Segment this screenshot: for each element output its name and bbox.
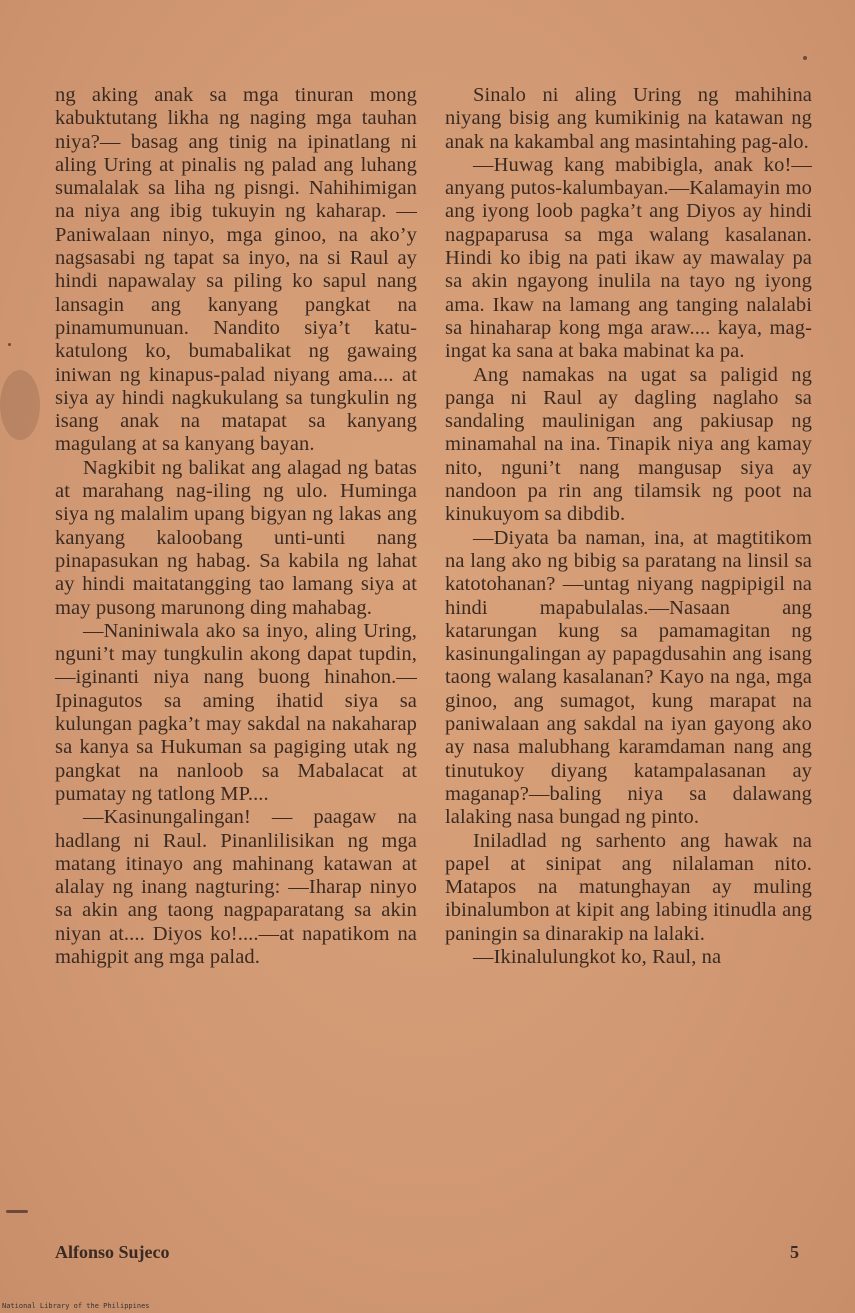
footer-author: Alfonso Sujeco bbox=[55, 1242, 170, 1262]
right-text-column bbox=[445, 84, 812, 969]
paragraph: —Ikinalulungkot ko, Raul, na bbox=[473, 945, 722, 968]
paper-speck bbox=[8, 343, 11, 346]
paragraph: —Huwag kang mabibigla, anak ko!—anyang putos-kalumbayan.—Kalamayin mo ang iyong loob pagka’t ang Diyos ay hindi nagpaparusa sa mga walang kasalanan. Hindi ko ibig na pati ikaw ay mawalay pa sa akin ngayong inulila na tayo ng iyong ama. Ikaw na lamang ang tanging nalalabi sa hinaharap kong mga araw.... kaya, mag-ingat ka sana at baka mabinat ka pa. bbox=[445, 153, 812, 363]
paragraph: Sinalo ni aling Uring ng mahihina niyang bisig ang kumikinig na katawan ng anak na kakambal ang masintahing pag-alo. bbox=[445, 84, 812, 153]
page-number: 5 bbox=[790, 1242, 799, 1262]
paragraph: Ang namakas na ugat sa paligid ng panga ni Raul ay dagling naglaho sa sandaling maulinigan ang pakiusap ng minamahal na ina. Tinapik niya ang kamay nito, nguni’t nang mangusap siya ay nandoon pa rin ang tilamsik ng poot na kinukuyom sa dibdib. bbox=[445, 363, 812, 526]
left-text-column bbox=[55, 84, 417, 969]
paragraph: —Kasinungalingan! — paagaw na hadlang ni Raul. Pinanlilisikan ng mga matang itinayo ang mahinang katawan at alalay ng inang nagturing: —Iharap ninyo sa akin ang taong nagpaparatang sa akin niyan at.... Diyos ko!....—at napatikom na mahigpit ang mga palad. bbox=[55, 806, 417, 968]
paragraph: Nagkibit ng balikat ang alagad ng batas at marahang nag-iling ng ulo. Huminga siya ng malalim upang bigyan ng lakas ang kanyang kaloobang unti-unti nang pinapasukan ng habag. Sa kabila ng lahat ay hindi maitatangging tao lamang siya at may pusong marunong ding mahabag. bbox=[55, 456, 417, 619]
paper-speck bbox=[803, 56, 807, 60]
library-watermark: National Library of the Philippines bbox=[2, 1302, 150, 1310]
paragraph: ng aking anak sa mga tinuran mong kabuktutang likha ng naging mga tauhan niya?— basag ang tinig na ipinatlang ni aling Uring at pinalis ng palad ang luhang sumalalak sa liha ng pisngi. Nahihimigan na niya ang ibig tukuyin ng kaharap. —Paniwalaan ninyo, mga ginoo, na ako’y nagsasabi ng tapat sa inyo, na si Raul ay hindi napawalay sa piling ko sapul nang lansagin ang kanyang pangkat na pinamumunuan. Nandito siya’t katu-katulong ko, bumabalikat ng gawaing iniwan ng kinapus-palad niyang ama.... at siya ay hindi nagkukulang sa tungkulin ng isang anak na matapat sa kanyang magulang at sa kanyang bayan. bbox=[55, 84, 417, 456]
paper-stain bbox=[0, 370, 40, 440]
paragraph: —Diyata ba naman, ina, at magtitikom na lang ako ng bibig sa paratang na linsil sa katotohanan? —untag niyang nagpipigil na hindi mapabulalas.—Nasaan ang katarungan kung sa pamamagitan ng kasinungalingan ay papagdusahin ang isang taong walang kasalanan? Kayo na nga, mga ginoo, ang sumagot, kung marapat na paniwalaan ang sakdal na iyan gayong ako ay nasa malubhang karamdaman nang ang tinutukoy diyang katampalasanan ay maganap?—baling niya sa dalawang lalaking nasa bungad ng pinto. bbox=[445, 526, 812, 829]
paper-speck bbox=[6, 1210, 28, 1213]
paragraph: —Naniniwala ako sa inyo, aling Uring, nguni’t may tungkulin akong dapat tupdin,—iginanti niya nang buong hinahon.—Ipinagutos sa aming ihatid siya sa kulungan pagka’t may sakdal na nakaharap sa kanya sa Hukuman sa pagiging utak ng pangkat na nanloob sa Mabalacat at pumatay ng tatlong MP.... bbox=[55, 619, 417, 805]
paragraph: Iniladlad ng sarhento ang hawak na papel at sinipat ang nilalaman nito. Matapos na matunghayan ay muling ibinalumbon at kipit ang labing itinudla ang paningin sa dinarakip na lalaki. bbox=[445, 829, 812, 945]
